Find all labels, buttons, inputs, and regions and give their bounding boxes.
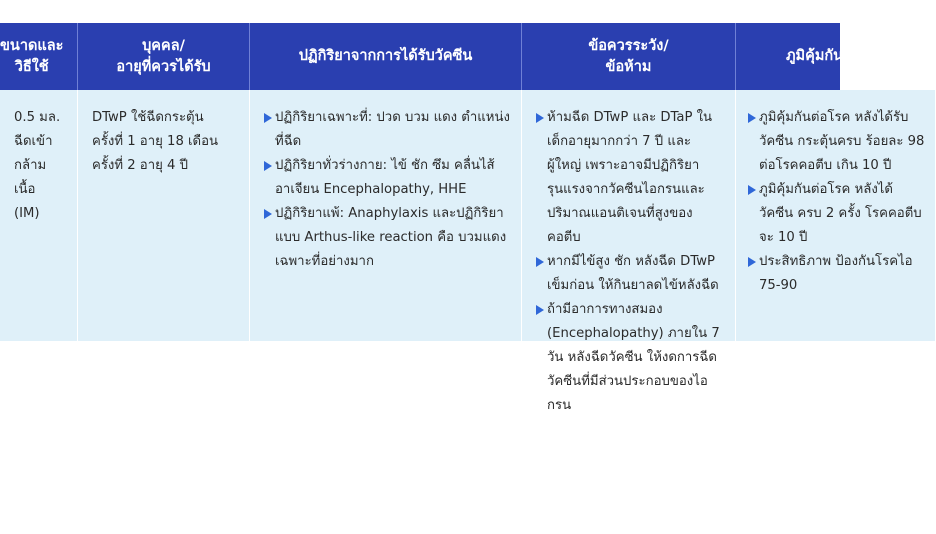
list-item — [536, 298, 725, 418]
bullet-triangle-icon — [264, 209, 272, 219]
list-item — [264, 154, 511, 202]
immunity-text: ประสิทธิภาพ ป้องกันโรคไอ 75-90 — [759, 254, 913, 293]
header-dose: ขนาดและ วิธีใช้ — [0, 23, 78, 90]
list-item — [748, 178, 925, 250]
header-precautions: ข้อควรระวัง/ ข้อห้าม — [522, 23, 736, 90]
list-item — [748, 250, 925, 298]
bullet-triangle-icon — [748, 113, 756, 123]
cell-immunity — [736, 90, 936, 341]
list-item — [264, 202, 511, 274]
cell-person: DTwP ใช้ฉีดกระตุ้น ครั้งที่ 1 อายุ 18 เดือน ครั้งที่ 2 อายุ 4 ปี — [78, 90, 250, 341]
precaution-text: ห้ามฉีด DTwP และ DTaP ในเด็กอายุมากกว่า 7 ปี และผู้ใหญ่ เพราะอาจมีปฏิกิริยารุนแรงจากวัคซีนไอกรนและปริมาณแอนติเจนที่สูงของ คอตีบ — [547, 110, 713, 245]
bullet-triangle-icon — [264, 161, 272, 171]
bullet-triangle-icon — [748, 257, 756, 267]
bullet-triangle-icon — [536, 305, 544, 315]
cell-dose: 0.5 มล. ฉีดเข้า กล้ามเนื้อ (IM) — [0, 90, 78, 341]
table-row — [0, 90, 925, 413]
bullet-triangle-icon — [536, 257, 544, 267]
immunity-text: ภูมิคุ้มกันต่อโรค หลังได้วัคซีน ครบ 2 ครั้ง โรคคอตีบจะ 10 ปี — [759, 182, 922, 245]
immunity-text: ภูมิคุ้มกันต่อโรค หลังได้รับวัคซีน กระตุ้นครบ ร้อยละ 98 ต่อโรคคอตีบ เกิน 10 ปี — [759, 110, 925, 173]
bullet-triangle-icon — [748, 185, 756, 195]
cell-precautions — [522, 90, 736, 413]
bullet-triangle-icon — [264, 113, 272, 123]
reaction-text: ปฏิกิริยาแพ้: Anaphylaxis และปฏิกิริยาแบบ Arthus-like reaction คือ บวมแดงเฉพาะที่อย่างมาก — [275, 206, 507, 269]
header-person: บุคคล/ อายุที่ควรได้รับ — [78, 23, 250, 90]
vaccine-info-table — [0, 23, 925, 413]
list-item — [536, 106, 725, 250]
reaction-text: ปฏิกิริยาเฉพาะที่: ปวด บวม แดง ตำแหน่งที่ฉีด — [275, 110, 510, 149]
bullet-triangle-icon — [536, 113, 544, 123]
header-immunity: ภูมิคุ้มกัน — [786, 48, 844, 64]
precaution-text: ถ้ามีอาการทางสมอง (Encephalopathy) ภายใน 7 วัน หลังฉีดวัคซีน ให้งดการฉีดวัคซีนที่มีส่วนประกอบของไอกรน — [547, 302, 720, 413]
precaution-text: หากมีไข้สูง ชัก หลังฉีด DTwP เข็มก่อน ให้กินยาลดไข้หลังฉีด — [547, 254, 719, 293]
reaction-text: ปฏิกิริยาทั่วร่างกาย: ไข้ ชัก ซึม คลื่นไส้ อาเจียน Encephalopathy, HHE — [275, 158, 495, 197]
list-item — [536, 250, 725, 298]
header-reactions: ปฏิกิริยาจากการได้รับวัคซีน — [250, 23, 522, 90]
table-header-row — [0, 23, 844, 90]
list-item — [264, 106, 511, 154]
list-item — [748, 106, 925, 178]
cell-reactions — [250, 90, 522, 341]
